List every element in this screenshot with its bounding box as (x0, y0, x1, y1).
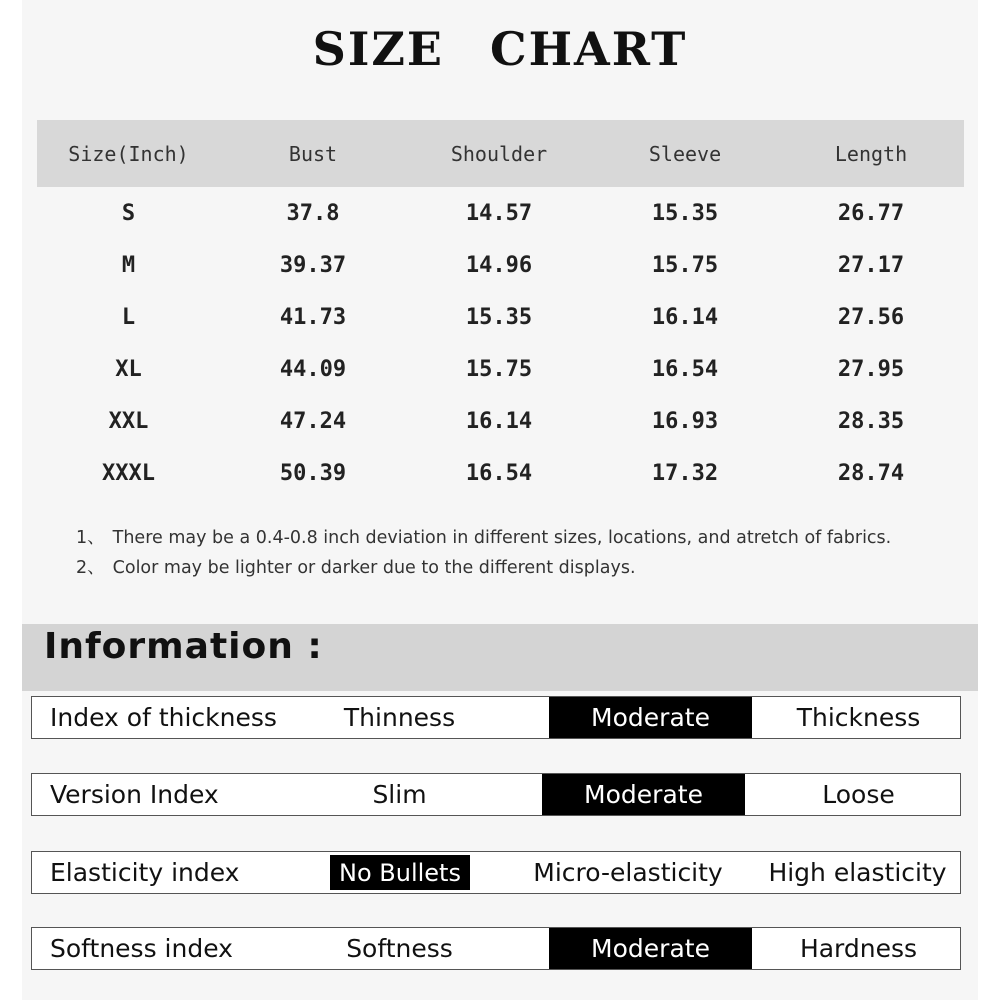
shoulder-cell: 15.35 (465, 304, 533, 330)
option-loose: Loose (822, 780, 895, 809)
note-item (76, 553, 976, 583)
table-row (37, 343, 964, 395)
size-cell: L (121, 304, 136, 330)
info-row-thickness (31, 696, 961, 739)
length-cell: 27.95 (837, 356, 905, 382)
option-thickness: Thickness (796, 703, 921, 732)
size-cell: S (121, 200, 136, 226)
note-number: 2、 (76, 558, 105, 578)
information-header (22, 624, 978, 691)
length-cell: 28.35 (837, 408, 905, 434)
option-hardness: Hardness (799, 934, 918, 963)
header-length: Length (778, 120, 964, 187)
size-cell: XXXL (102, 460, 155, 486)
length-cell: 28.74 (837, 460, 905, 486)
table-row (37, 447, 964, 499)
info-row-label: Elasticity index (50, 858, 240, 887)
shoulder-cell: 16.54 (465, 460, 533, 486)
shoulder-cell: 15.75 (465, 356, 533, 382)
shoulder-cell: 16.14 (465, 408, 533, 434)
length-cell: 26.77 (837, 200, 905, 226)
option-moderate-selected: Moderate (549, 928, 752, 969)
info-row-label: Version Index (50, 780, 219, 809)
page-title: SIZE CHART (312, 22, 688, 76)
info-row-version (31, 773, 961, 816)
bust-cell: 50.39 (279, 460, 347, 486)
table-row (37, 187, 964, 239)
option-moderate-selected: Moderate (542, 774, 745, 815)
option-thinness: Thinness (343, 703, 456, 732)
sleeve-cell: 16.14 (651, 304, 719, 330)
size-table (37, 120, 964, 499)
option-slim: Slim (372, 780, 427, 809)
note-text: Color may be lighter or darker due to the different displays. (112, 558, 636, 578)
option-micro-elasticity: Micro-elasticity (533, 858, 723, 887)
table-row (37, 395, 964, 447)
sleeve-cell: 16.54 (651, 356, 719, 382)
note-number: 1、 (76, 528, 105, 548)
option-softness: Softness (346, 934, 453, 963)
bust-cell: 39.37 (279, 252, 347, 278)
bust-cell: 41.73 (279, 304, 347, 330)
header-sleeve: Sleeve (592, 120, 778, 187)
table-row (37, 291, 964, 343)
sleeve-cell: 15.75 (651, 252, 719, 278)
header-size: Size(Inch) (37, 120, 220, 187)
option-moderate-selected: Moderate (549, 697, 752, 738)
notes (76, 523, 976, 583)
size-cell: M (121, 252, 136, 278)
shoulder-cell: 14.57 (465, 200, 533, 226)
note-text: There may be a 0.4-0.8 inch deviation in different sizes, locations, and atretch of fabrics. (112, 528, 892, 548)
option-high-elasticity: High elasticity (768, 858, 947, 887)
length-cell: 27.56 (837, 304, 905, 330)
sleeve-cell: 16.93 (651, 408, 719, 434)
size-cell: XL (115, 356, 142, 382)
table-row (37, 239, 964, 291)
info-row-label: Index of thickness (50, 703, 277, 732)
info-row-label: Softness index (50, 934, 233, 963)
header-shoulder: Shoulder (406, 120, 592, 187)
info-row-softness (31, 927, 961, 970)
bust-cell: 47.24 (279, 408, 347, 434)
shoulder-cell: 14.96 (465, 252, 533, 278)
bust-cell: 37.8 (286, 200, 340, 226)
sleeve-cell: 17.32 (651, 460, 719, 486)
bust-cell: 44.09 (279, 356, 347, 382)
table-header-row (37, 120, 964, 187)
size-cell: XXL (108, 408, 149, 434)
header-bust: Bust (220, 120, 406, 187)
length-cell: 27.17 (837, 252, 905, 278)
note-item (76, 523, 976, 553)
info-row-elasticity (31, 851, 961, 894)
option-no-bullets-selected: No Bullets (330, 855, 470, 890)
information-title: Information : (44, 626, 323, 667)
sleeve-cell: 15.35 (651, 200, 719, 226)
